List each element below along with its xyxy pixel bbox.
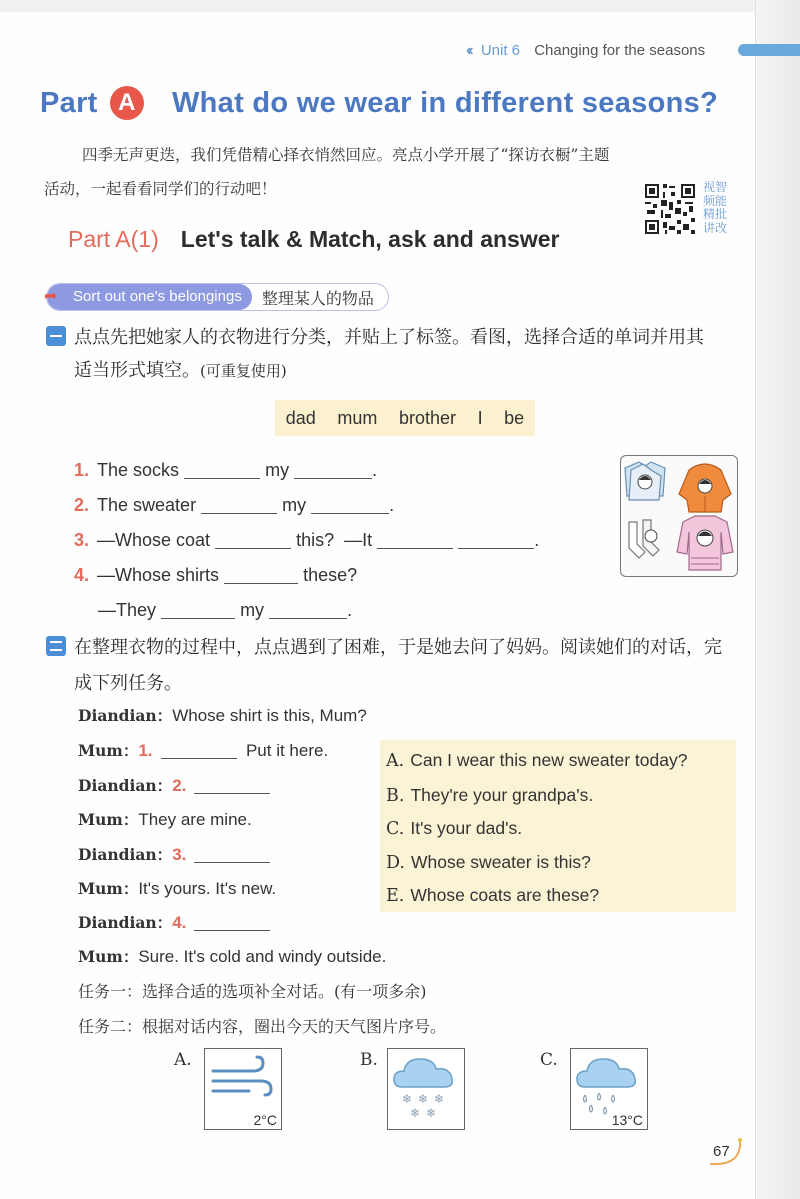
answer-blank[interactable] — [194, 777, 270, 794]
topic-pill — [46, 283, 389, 311]
answer-blank[interactable] — [194, 846, 270, 863]
shirts-drawing — [625, 462, 665, 500]
answer-blank[interactable] — [458, 532, 534, 549]
option-a: A. Can I wear this new sweater today? — [386, 750, 688, 771]
svg-text:❄: ❄ — [426, 1106, 437, 1120]
topic-cn: 整理某人的物品 — [261, 290, 374, 308]
answer-blank[interactable] — [194, 914, 270, 931]
option-b: B. They're your grandpa's. — [386, 785, 594, 806]
running-header — [466, 42, 705, 60]
socks-drawing — [629, 520, 659, 558]
double-chevron-icon: ‹‹ — [466, 42, 471, 59]
option-e: E. Whose coats are these? — [386, 885, 600, 906]
task-2: 任务二：根据对话内容，圈出今天的天气图片序号。 — [78, 1017, 447, 1036]
section1-instruction: 点点先把她家人的衣物进行分类，并贴上了标签。看图，选择合适的单词并用其 适当形式填空。(可重复使用) — [46, 321, 746, 388]
subpart-title — [68, 226, 559, 253]
section-two-icon — [46, 636, 66, 656]
option-c: C. It's your dad's. — [386, 818, 523, 839]
word-bank-item: dad — [285, 407, 316, 428]
intro-paragraph — [44, 138, 744, 206]
task-1: 任务一：选择合适的选项补全对话。(有一项多余) — [78, 982, 427, 1001]
page-number: 67 — [713, 1143, 730, 1160]
qr-code-icon[interactable] — [643, 182, 697, 236]
part-heading: What do we wear in different seasons? — [171, 87, 719, 119]
dialogue-line: Mum：It's yours. It's new. — [78, 879, 277, 898]
clothes-illustration — [620, 455, 738, 577]
weather-card-a[interactable] — [204, 1048, 282, 1130]
dialogue-line: Diandian：3. — [78, 843, 270, 865]
weather-temp-c: 13°C — [611, 1112, 643, 1128]
coat-drawing — [679, 464, 731, 512]
word-bank-item: brother — [398, 407, 456, 428]
answer-blank[interactable] — [215, 532, 291, 549]
word-bank — [275, 400, 535, 436]
subpart-label: Part A(1) — [68, 226, 159, 252]
answer-blank[interactable] — [184, 462, 260, 479]
weather-temp-a: 2°C — [253, 1112, 277, 1128]
page-edge — [755, 0, 800, 1199]
weather-label-c: C. — [540, 1050, 558, 1070]
intro-line-1: 四季无声更迭，我们凭借精心择衣悄然回应。亮点小学开展了“探访衣橱”主题 — [82, 146, 610, 164]
intro-line-2: 活动，一起看看同学们的行动吧！ — [44, 180, 277, 198]
word-bank-item: I — [477, 407, 483, 428]
weather-card-b[interactable] — [387, 1048, 465, 1130]
section-one-icon — [46, 326, 66, 346]
word-bank-item: mum — [337, 407, 378, 428]
answer-blank[interactable] — [161, 742, 237, 759]
sweater-drawing — [677, 516, 733, 570]
header-title: Changing for the seasons — [534, 42, 706, 59]
weather-label-b: B. — [360, 1050, 378, 1070]
subpart-heading: Let's talk & Match, ask and answer — [180, 226, 560, 252]
part-prefix: Part — [40, 87, 98, 119]
weather-card-c[interactable] — [570, 1048, 648, 1130]
svg-text:❄: ❄ — [418, 1092, 429, 1106]
svg-text:❄: ❄ — [410, 1106, 421, 1120]
reuse-hint: (可重复使用) — [200, 362, 287, 380]
top-edge — [0, 0, 800, 12]
word-bank-item: be — [504, 407, 525, 428]
header-unit: Unit 6 — [480, 42, 521, 59]
answer-blank[interactable] — [161, 602, 235, 619]
svg-text:❄: ❄ — [402, 1092, 413, 1106]
header-tab-bar — [738, 44, 800, 56]
exercise-item-4: 4. —Whose shirts these? — [74, 565, 358, 585]
part-title — [40, 86, 718, 120]
dialogue-line: Mum：1. Put it here. — [78, 741, 329, 760]
dialogue-line: Diandian：4. — [78, 911, 270, 933]
answer-blank[interactable] — [269, 602, 347, 619]
curved-arrow-icon: ➦ — [44, 288, 58, 305]
exercise-item-4-reply: —They my . — [98, 600, 353, 620]
option-d: D. Whose sweater is this? — [386, 852, 591, 873]
exercise-item-2: 2. The sweater my . — [74, 495, 395, 515]
answer-blank[interactable] — [377, 532, 453, 549]
svg-text:❄: ❄ — [434, 1092, 445, 1106]
part-letter-badge: A — [110, 86, 144, 120]
section2-instruction: 在整理衣物的过程中，点点遇到了困难，于是她去问了妈妈。阅读她们的对话，完 成下列任务。 — [46, 629, 756, 701]
snow-cloud-icon — [388, 1049, 464, 1129]
answer-blank[interactable] — [201, 497, 277, 514]
weather-label-a: A. — [174, 1050, 192, 1070]
answer-blank[interactable] — [294, 462, 372, 479]
exercise-item-1: 1. The socks my . — [74, 460, 378, 480]
exercise-item-3: 3. —Whose coat this? —It . — [74, 530, 540, 550]
dialogue-line: Mum：They are mine. — [78, 810, 252, 829]
answer-blank[interactable] — [311, 497, 389, 514]
qr-label: 视智 频能 精批 讲改 — [702, 180, 728, 235]
topic-en: Sort out one's belongings — [47, 284, 252, 310]
dialogue-line: Diandian：2. — [78, 774, 270, 796]
dialogue-line: Diandian：Whose shirt is this, Mum? — [78, 706, 367, 725]
dialogue-line: Mum：Sure. It's cold and windy outside. — [78, 947, 387, 966]
answer-blank[interactable] — [224, 567, 298, 584]
